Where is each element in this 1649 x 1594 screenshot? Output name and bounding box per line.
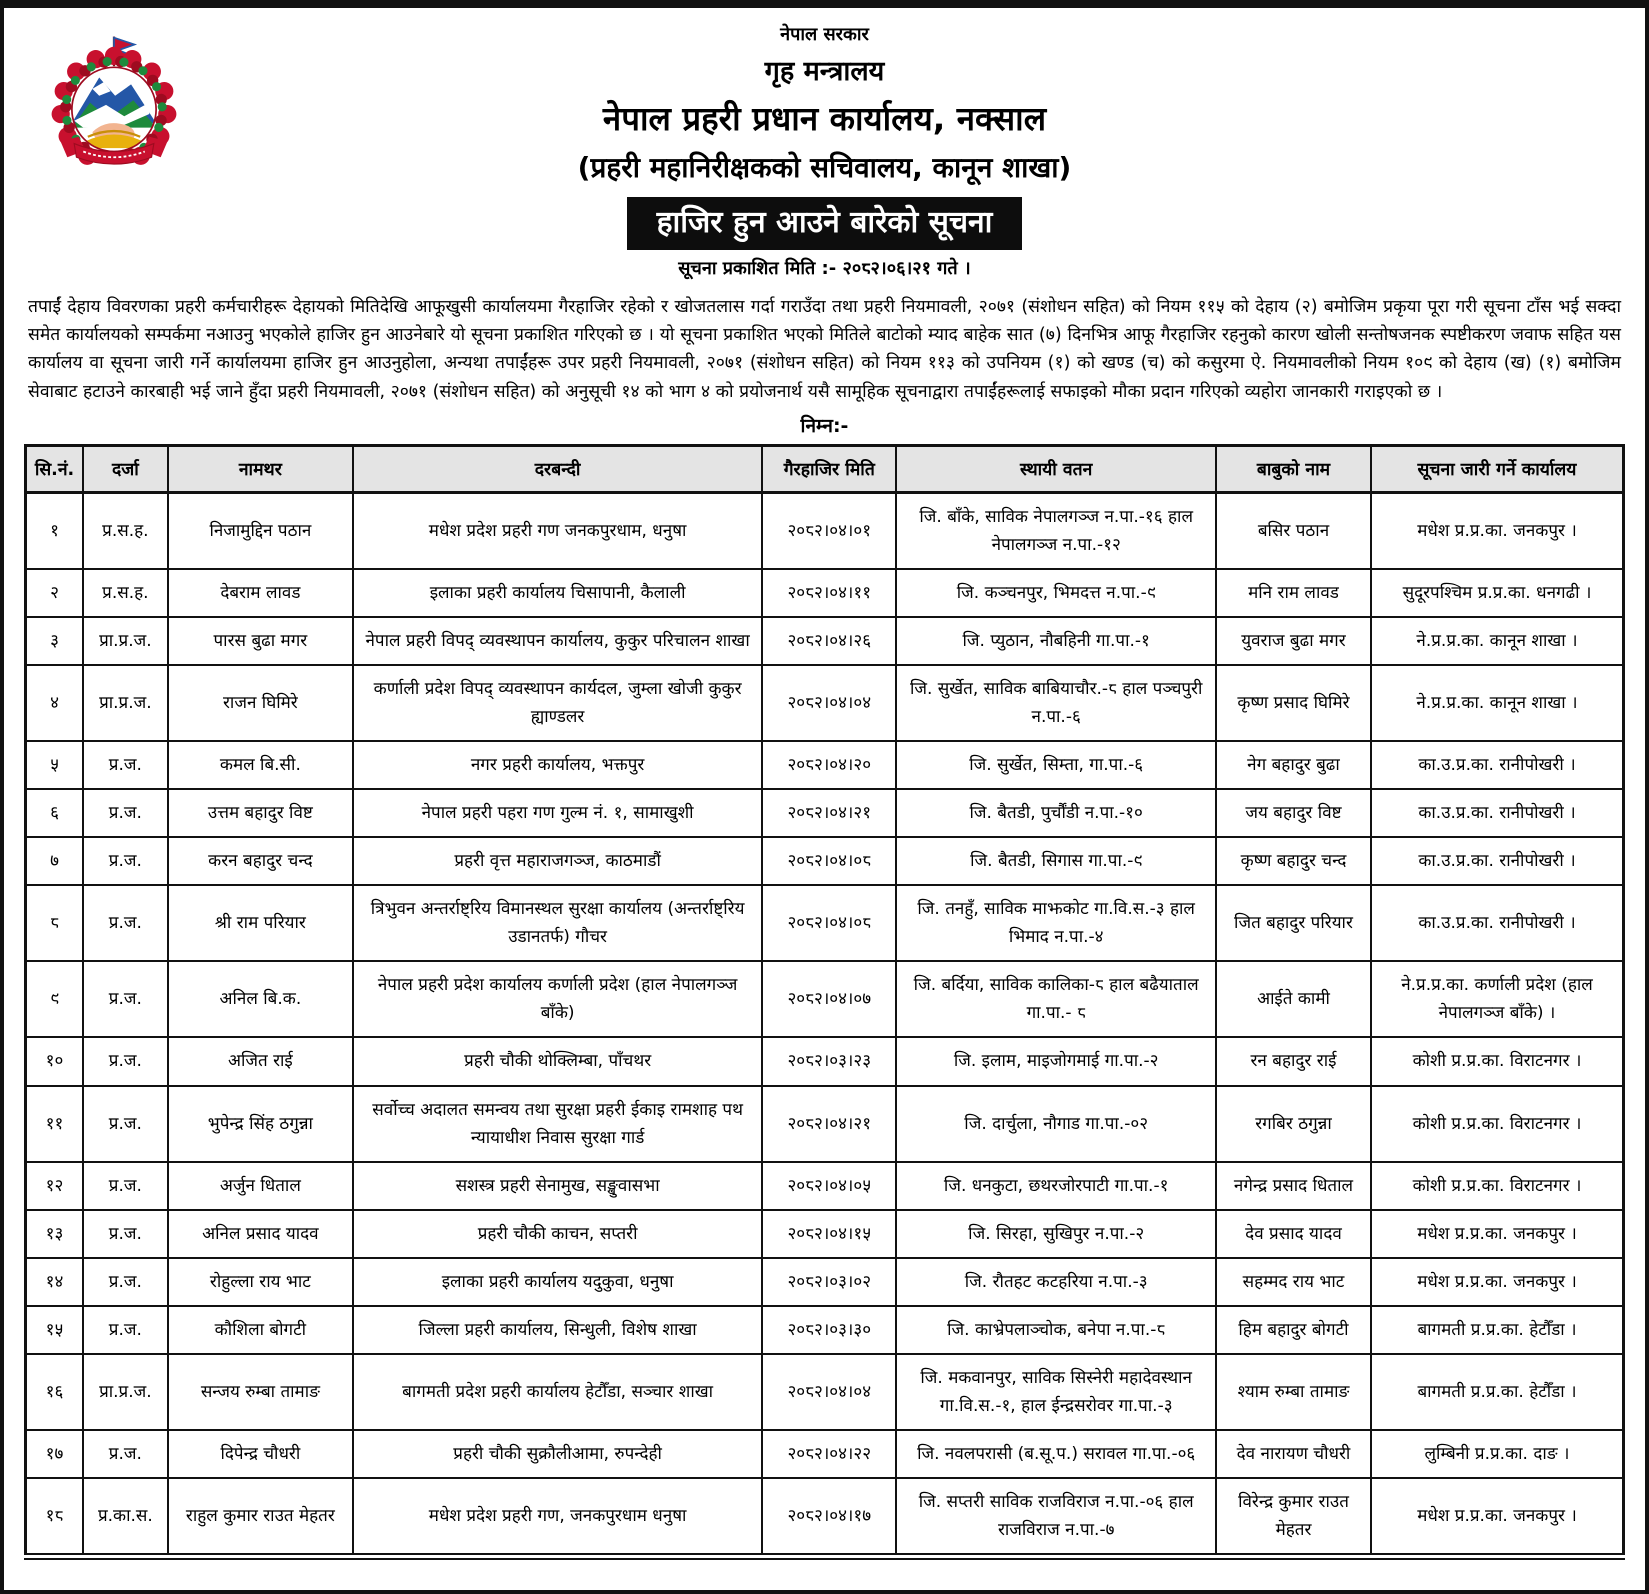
column-header: बाबुको नाम xyxy=(1216,445,1371,492)
cell-permanent-address: जि. सुर्खेत, सिम्ता, गा.पा.-६ xyxy=(896,741,1216,789)
cell-name: अनिल प्रसाद यादव xyxy=(168,1210,353,1258)
table-row xyxy=(26,1037,1624,1085)
cell-name: करन बहादुर चन्द xyxy=(168,837,353,885)
cell-rank: प्र.ज. xyxy=(83,741,168,789)
cell-father-name: जित बहादुर परियार xyxy=(1216,885,1371,961)
cell-serial-number: ९ xyxy=(26,961,84,1037)
cell-rank: प्र.का.स. xyxy=(83,1478,168,1557)
cell-rank: प्र.ज. xyxy=(83,1210,168,1258)
cell-father-name: विरेन्द्र कुमार राउत मेहतर xyxy=(1216,1478,1371,1557)
cell-issuing-office: का.उ.प्र.का. रानीपोखरी । xyxy=(1371,837,1624,885)
nepal-government-emblem-icon xyxy=(38,32,190,180)
cell-serial-number: ८ xyxy=(26,885,84,961)
cell-father-name: जय बहादुर विष्ट xyxy=(1216,789,1371,837)
cell-issuing-office: बागमती प्र.प्र.का. हेटौँडा । xyxy=(1371,1306,1624,1354)
cell-name: श्री राम परियार xyxy=(168,885,353,961)
cell-serial-number: १७ xyxy=(26,1430,84,1478)
cell-rank: प्र.ज. xyxy=(83,1162,168,1210)
cell-name: सन्जय रुम्बा तामाङ xyxy=(168,1354,353,1430)
cell-absent-date: २०८२।०३।०२ xyxy=(762,1258,896,1306)
table-row xyxy=(26,1258,1624,1306)
cell-posting: प्रहरी चौकी थोक्लिम्बा, पाँचथर xyxy=(353,1037,762,1085)
cell-serial-number: ३ xyxy=(26,617,84,665)
cell-rank: प्र.ज. xyxy=(83,1258,168,1306)
cell-serial-number: ४ xyxy=(26,665,84,741)
cell-serial-number: १४ xyxy=(26,1258,84,1306)
notice-title: हाजिर हुन आउने बारेको सूचना xyxy=(627,197,1023,251)
table-body xyxy=(26,492,1624,1556)
cell-serial-number: १३ xyxy=(26,1210,84,1258)
cell-issuing-office: ने.प्र.प्र.का. कानून शाखा । xyxy=(1371,665,1624,741)
notice-body-paragraph: तपाईं देहाय विवरणका प्रहरी कर्मचारीहरू देहायको मितिदेखि आफूखुसी कार्यालयमा गैरहाजिर रहेको र खोजतलास गर्दा गराउँदा तथा प्रहरी नियमावली, २०७१ (संशोधन सहित) को नियम ११५ को देहाय (२) बमोजिम प्रकृया पूरा गरी सूचना टाँस भई सक्दा समेत कार्यालयको सम्पर्कमा नआउनु भएकोले हाजिर हुन आउनेबारे यो सूचना प्रकाशित गरिएको छ । यो सूचना प्रकाशित भएको मितिले बाटोको म्याद बाहेक सात (७) दिनभित्र आफू गैरहाजिर रहनुको कारण खोली सन्तोषजनक स्पष्टीकरण जवाफ सहित यस कार्यालय वा सूचना जारी गर्ने कार्यालयमा हाजिर हुन आउनुहोला, अन्यथा तपाईंहरू उपर प्रहरी नियमावली, २०७१ (संशोधन सहित) को नियम ११३ को उपनियम (१) को खण्ड (च) को कसुरमा ऐ. नियमावलीको नियम १०९ को देहाय (ख) (१) बमोजिम सेवाबाट हटाउने कारबाही भई जाने हुँदा प्रहरी नियमावली, २०७१ (संशोधन सहित) को अनुसूची १४ को भाग ४ को प्रयोजनार्थ यसै सामूहिक सूचनाद्वारा तपाईंहरूलाई सफाइको मौका प्रदान गरिएको व्यहोरा जानकारी गराइएको छ । xyxy=(28,296,1621,402)
cell-permanent-address: जि. सिरहा, सुखिपुर न.पा.-२ xyxy=(896,1210,1216,1258)
cell-father-name: आईते कामी xyxy=(1216,961,1371,1037)
cell-name: कमल बि.सी. xyxy=(168,741,353,789)
cell-absent-date: २०८२।०३।२३ xyxy=(762,1037,896,1085)
cell-name: अनिल बि.क. xyxy=(168,961,353,1037)
cell-posting: मधेश प्रदेश प्रहरी गण जनकपुरधाम, धनुषा xyxy=(353,492,762,569)
cell-name: रोहुल्ला राय भाट xyxy=(168,1258,353,1306)
cell-father-name: श्याम रुम्बा तामाङ xyxy=(1216,1354,1371,1430)
list-label: निम्न:- xyxy=(800,414,849,437)
table-row xyxy=(26,1086,1624,1162)
cell-rank: प्रा.प्र.ज. xyxy=(83,617,168,665)
cell-issuing-office: मधेश प्र.प्र.का. जनकपुर । xyxy=(1371,1210,1624,1258)
table-row xyxy=(26,1430,1624,1478)
cell-name: राजन घिमिरे xyxy=(168,665,353,741)
table-row xyxy=(26,1210,1624,1258)
published-date: सूचना प्रकाशित मिति :- २०८२।०६।२१ गते । xyxy=(678,258,971,279)
cell-father-name: हिम बहादुर बोगटी xyxy=(1216,1306,1371,1354)
cell-name: निजामुद्दिन पठान xyxy=(168,492,353,569)
cell-rank: प्र.ज. xyxy=(83,1430,168,1478)
column-header: दर्जा xyxy=(83,445,168,492)
table-row xyxy=(26,492,1624,569)
table-row xyxy=(26,741,1624,789)
cell-permanent-address: जि. सुर्खेत, साविक बाबियाचौर.-८ हाल पञ्चपुरी न.पा.-६ xyxy=(896,665,1216,741)
cell-serial-number: ७ xyxy=(26,837,84,885)
table-row xyxy=(26,885,1624,961)
cell-rank: प्र.ज. xyxy=(83,789,168,837)
cell-permanent-address: जि. सप्तरी साविक राजविराज न.पा.-०६ हाल राजविराज न.पा.-७ xyxy=(896,1478,1216,1557)
cell-serial-number: २ xyxy=(26,569,84,617)
secretariat-name: (प्रहरी महानिरीक्षकको सचिवालय, कानून शाखा) xyxy=(577,150,1072,184)
cell-name: उत्तम बहादुर विष्ट xyxy=(168,789,353,837)
cell-issuing-office: मधेश प्र.प्र.का. जनकपुर । xyxy=(1371,492,1624,569)
cell-serial-number: १८ xyxy=(26,1478,84,1557)
cell-father-name: रगबिर ठगुन्ना xyxy=(1216,1086,1371,1162)
cell-posting: मधेश प्रदेश प्रहरी गण, जनकपुरधाम धनुषा xyxy=(353,1478,762,1557)
cell-serial-number: १६ xyxy=(26,1354,84,1430)
cell-absent-date: २०८२।०४।१५ xyxy=(762,1210,896,1258)
table-row xyxy=(26,837,1624,885)
cell-issuing-office: का.उ.प्र.का. रानीपोखरी । xyxy=(1371,789,1624,837)
cell-absent-date: २०८२।०४।०८ xyxy=(762,837,896,885)
ministry-name: गृह मन्त्रालय xyxy=(764,55,885,87)
cell-issuing-office: बागमती प्र.प्र.का. हेटौँडा । xyxy=(1371,1354,1624,1430)
cell-father-name: देव नारायण चौधरी xyxy=(1216,1430,1371,1478)
cell-posting: प्रहरी चौकी सुक्रौलीआमा, रुपन्देही xyxy=(353,1430,762,1478)
column-header: गैरहाजिर मिति xyxy=(762,445,896,492)
cell-permanent-address: जि. दार्चुला, नौगाड गा.पा.-०२ xyxy=(896,1086,1216,1162)
cell-absent-date: २०८२।०४।०५ xyxy=(762,1162,896,1210)
cell-absent-date: २०८२।०४।२६ xyxy=(762,617,896,665)
cell-absent-date: २०८२।०४।०१ xyxy=(762,492,896,569)
cell-absent-date: २०८२।०४।२० xyxy=(762,741,896,789)
cell-absent-date: २०८२।०४।११ xyxy=(762,569,896,617)
cell-father-name: बसिर पठान xyxy=(1216,492,1371,569)
cell-name: अजित राई xyxy=(168,1037,353,1085)
cell-permanent-address: जि. काभ्रेपलाञ्चोक, बनेपा न.पा.-८ xyxy=(896,1306,1216,1354)
cell-rank: प्र.ज. xyxy=(83,837,168,885)
cell-posting: इलाका प्रहरी कार्यालय यदुकुवा, धनुषा xyxy=(353,1258,762,1306)
table-row xyxy=(26,665,1624,741)
cell-posting: सर्वोच्च अदालत समन्वय तथा सुरक्षा प्रहरी ईकाइ रामशाह पथ न्यायाधीश निवास सुरक्षा गार्ड xyxy=(353,1086,762,1162)
cell-permanent-address: जि. मकवानपुर, साविक सिस्नेरी महादेवस्थान गा.वि.स.-१, हाल ईन्द्रसरोवर गा.पा.-३ xyxy=(896,1354,1216,1430)
cell-name: भुपेन्द्र सिंह ठगुन्ना xyxy=(168,1086,353,1162)
table-row xyxy=(26,1162,1624,1210)
cell-permanent-address: जि. नवलपरासी (ब.सू.प.) सरावल गा.पा.-०६ xyxy=(896,1430,1216,1478)
cell-permanent-address: जि. बाँके, साविक नेपालगञ्ज न.पा.-१६ हाल नेपालगञ्ज न.पा.-१२ xyxy=(896,492,1216,569)
cell-rank: प्र.स.ह. xyxy=(83,492,168,569)
office-name: नेपाल प्रहरी प्रधान कार्यालय, नक्साल xyxy=(602,99,1047,139)
cell-absent-date: २०८२।०४।०७ xyxy=(762,961,896,1037)
cell-father-name: कृष्ण बहादुर चन्द xyxy=(1216,837,1371,885)
cell-permanent-address: जि. इलाम, माइजोगमाई गा.पा.-२ xyxy=(896,1037,1216,1085)
cell-permanent-address: जि. रौतहट कटहरिया न.पा.-३ xyxy=(896,1258,1216,1306)
table-row xyxy=(26,789,1624,837)
cell-permanent-address: जि. कञ्चनपुर, भिमदत्त न.पा.-९ xyxy=(896,569,1216,617)
cell-posting: नेपाल प्रहरी प्रदेश कार्यालय कर्णाली प्रदेश (हाल नेपालगञ्ज बाँके) xyxy=(353,961,762,1037)
cell-rank: प्रा.प्र.ज. xyxy=(83,1354,168,1430)
cell-father-name: मनि राम लावड xyxy=(1216,569,1371,617)
cell-rank: प्र.स.ह. xyxy=(83,569,168,617)
cell-rank: प्र.ज. xyxy=(83,961,168,1037)
government-name: नेपाल सरकार xyxy=(780,24,869,45)
cell-permanent-address: जि. बैतडी, पुर्चौंडी न.पा.-१० xyxy=(896,789,1216,837)
cell-absent-date: २०८२।०४।२१ xyxy=(762,789,896,837)
cell-name: कौशिला बोगटी xyxy=(168,1306,353,1354)
cell-posting: जिल्ला प्रहरी कार्यालय, सिन्धुली, विशेष शाखा xyxy=(353,1306,762,1354)
cell-posting: बागमती प्रदेश प्रहरी कार्यालय हेटौँडा, सञ्चार शाखा xyxy=(353,1354,762,1430)
cell-father-name: रन बहादुर राई xyxy=(1216,1037,1371,1085)
absentee-table xyxy=(24,444,1625,1560)
cell-father-name: देव प्रसाद यादव xyxy=(1216,1210,1371,1258)
document-header xyxy=(24,24,1625,281)
cell-rank: प्र.ज. xyxy=(83,1086,168,1162)
cell-name: अर्जुन धिताल xyxy=(168,1162,353,1210)
cell-absent-date: २०८२।०४।२२ xyxy=(762,1430,896,1478)
cell-permanent-address: जि. बैतडी, सिगास गा.पा.-९ xyxy=(896,837,1216,885)
cell-issuing-office: लुम्बिनी प्र.प्र.का. दाङ । xyxy=(1371,1430,1624,1478)
cell-posting: नगर प्रहरी कार्यालय, भक्तपुर xyxy=(353,741,762,789)
cell-father-name: नगेन्द्र प्रसाद धिताल xyxy=(1216,1162,1371,1210)
cell-issuing-office: कोशी प्र.प्र.का. विराटनगर । xyxy=(1371,1086,1624,1162)
cell-permanent-address: जि. धनकुटा, छथरजोरपाटी गा.पा.-१ xyxy=(896,1162,1216,1210)
cell-issuing-office: कोशी प्र.प्र.का. विराटनगर । xyxy=(1371,1162,1624,1210)
cell-issuing-office: का.उ.प्र.का. रानीपोखरी । xyxy=(1371,885,1624,961)
cell-issuing-office: मधेश प्र.प्र.का. जनकपुर । xyxy=(1371,1478,1624,1557)
cell-posting: इलाका प्रहरी कार्यालय चिसापानी, कैलाली xyxy=(353,569,762,617)
table-header-row xyxy=(26,445,1624,492)
column-header: सूचना जारी गर्ने कार्यालय xyxy=(1371,445,1624,492)
cell-absent-date: २०८२।०४।०४ xyxy=(762,665,896,741)
cell-name: पारस बुढा मगर xyxy=(168,617,353,665)
cell-rank: प्र.ज. xyxy=(83,885,168,961)
table-row xyxy=(26,617,1624,665)
cell-issuing-office: ने.प्र.प्र.का. कानून शाखा । xyxy=(1371,617,1624,665)
cell-posting: प्रहरी चौकी काचन, सप्तरी xyxy=(353,1210,762,1258)
cell-name: देबराम लावड xyxy=(168,569,353,617)
column-header: नामथर xyxy=(168,445,353,492)
cell-permanent-address: जि. प्युठान, नौबहिनी गा.पा.-१ xyxy=(896,617,1216,665)
cell-serial-number: ११ xyxy=(26,1086,84,1162)
cell-rank: प्रा.प्र.ज. xyxy=(83,665,168,741)
cell-absent-date: २०८२।०४।०८ xyxy=(762,885,896,961)
table-row xyxy=(26,569,1624,617)
table-row xyxy=(26,961,1624,1037)
cell-name: राहुल कुमार राउत मेहतर xyxy=(168,1478,353,1557)
cell-issuing-office: सुदूरपश्चिम प्र.प्र.का. धनगढी । xyxy=(1371,569,1624,617)
cell-serial-number: १० xyxy=(26,1037,84,1085)
cell-serial-number: १२ xyxy=(26,1162,84,1210)
cell-father-name: कृष्ण प्रसाद घिमिरे xyxy=(1216,665,1371,741)
cell-absent-date: २०८२।०४।०४ xyxy=(762,1354,896,1430)
cell-issuing-office: कोशी प्र.प्र.का. विराटनगर । xyxy=(1371,1037,1624,1085)
table-row xyxy=(26,1354,1624,1430)
cell-posting: त्रिभुवन अन्तर्राष्ट्रिय विमानस्थल सुरक्षा कार्यालय (अन्तर्राष्ट्रिय उडानतर्फ) गौचर xyxy=(353,885,762,961)
cell-posting: नेपाल प्रहरी पहरा गण गुल्म नं. १, सामाखुशी xyxy=(353,789,762,837)
column-header: दरबन्दी xyxy=(353,445,762,492)
cell-name: दिपेन्द्र चौधरी xyxy=(168,1430,353,1478)
column-header: सि.नं. xyxy=(26,445,84,492)
cell-posting: प्रहरी वृत्त महाराजगञ्ज, काठमाडौं xyxy=(353,837,762,885)
cell-serial-number: १ xyxy=(26,492,84,569)
cell-posting: सशस्त्र प्रहरी सेनामुख, सङ्खुवासभा xyxy=(353,1162,762,1210)
cell-posting: नेपाल प्रहरी विपद् व्यवस्थापन कार्यालय, कुकुर परिचालन शाखा xyxy=(353,617,762,665)
cell-serial-number: ५ xyxy=(26,741,84,789)
cell-rank: प्र.ज. xyxy=(83,1037,168,1085)
cell-posting: कर्णाली प्रदेश विपद् व्यवस्थापन कार्यदल, जुम्ला खोजी कुकुर ह्याण्डलर xyxy=(353,665,762,741)
cell-issuing-office: मधेश प्र.प्र.का. जनकपुर । xyxy=(1371,1258,1624,1306)
cell-father-name: नेग बहादुर बुढा xyxy=(1216,741,1371,789)
cell-issuing-office: ने.प्र.प्र.का. कर्णाली प्रदेश (हाल नेपालगञ्ज बाँके) । xyxy=(1371,961,1624,1037)
column-header: स्थायी वतन xyxy=(896,445,1216,492)
cell-permanent-address: जि. बर्दिया, साविक कालिका-८ हाल बढैयाताल गा.पा.- ८ xyxy=(896,961,1216,1037)
cell-absent-date: २०८२।०३।३० xyxy=(762,1306,896,1354)
cell-father-name: युवराज बुढा मगर xyxy=(1216,617,1371,665)
cell-absent-date: २०८२।०४।१७ xyxy=(762,1478,896,1557)
cell-father-name: सहम्मद राय भाट xyxy=(1216,1258,1371,1306)
cell-issuing-office: का.उ.प्र.का. रानीपोखरी । xyxy=(1371,741,1624,789)
cell-rank: प्र.ज. xyxy=(83,1306,168,1354)
cell-serial-number: ६ xyxy=(26,789,84,837)
cell-absent-date: २०८२।०४।२१ xyxy=(762,1086,896,1162)
table-row xyxy=(26,1306,1624,1354)
cell-serial-number: १५ xyxy=(26,1306,84,1354)
cell-permanent-address: जि. तनहुँ, साविक माझकोट गा.वि.स.-३ हाल भिमाद न.पा.-४ xyxy=(896,885,1216,961)
